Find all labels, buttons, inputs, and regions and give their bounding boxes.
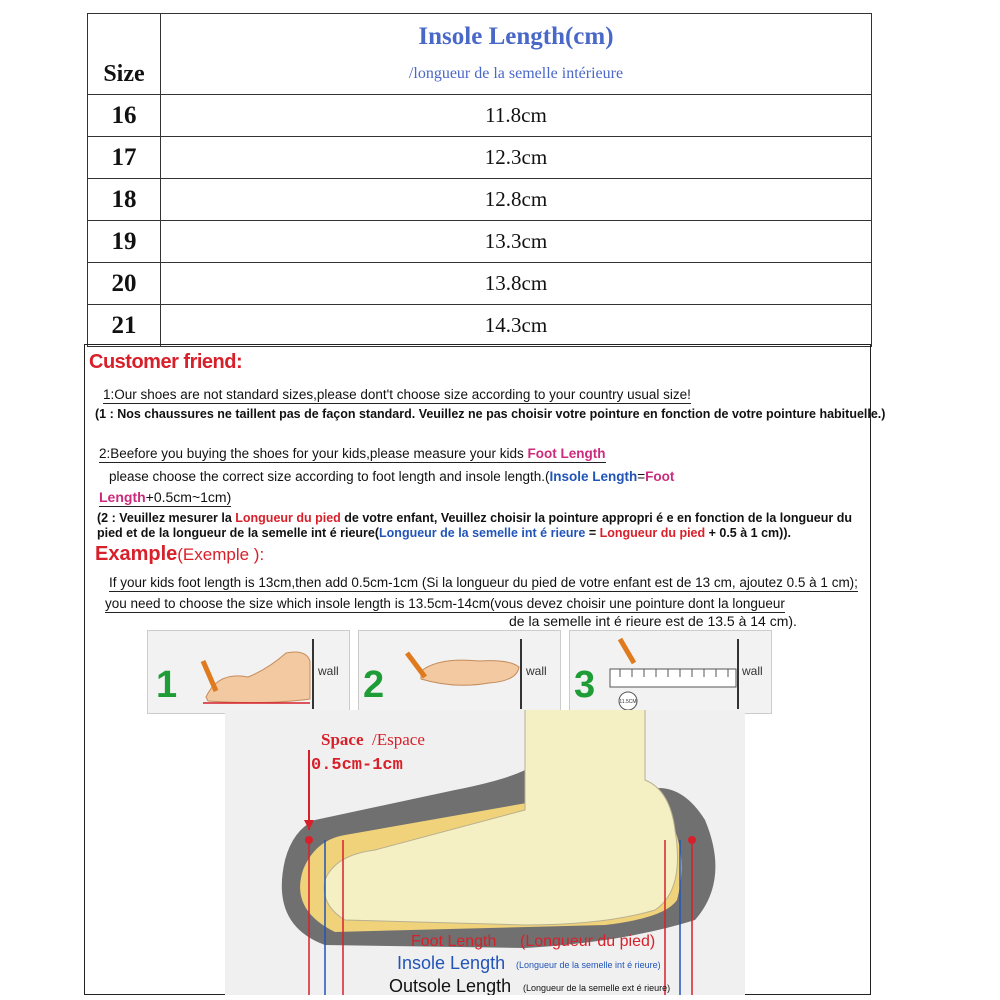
note-2-line-2 xyxy=(109,469,674,484)
ruler-icon xyxy=(610,669,736,687)
note-1-fr: (1 : Nos chaussures ne taillent pas de façon standard. Veuillez ne pas choisir votre pointure en fonction de votre pointure habituelle.) xyxy=(95,407,886,421)
fr-text: pied et de la longueur de la semelle int é rieure( xyxy=(97,526,380,540)
size-cell: 16 xyxy=(88,95,161,137)
fr-insole-length: Longueur de la semelle int é rieure xyxy=(379,526,586,540)
foot-length-fr-label: (Longueur du pied) xyxy=(520,933,656,950)
space-value: 0.5cm-1cm xyxy=(311,756,403,775)
customer-notes xyxy=(84,344,886,995)
step-number: 1 xyxy=(156,664,178,706)
step-3-illustration xyxy=(570,631,773,715)
insole-length-term: Insole Length xyxy=(549,469,638,484)
fr-foot-length: Longueur du pied xyxy=(235,511,341,525)
step-1-illustration xyxy=(148,631,351,715)
shoe-fit-diagram xyxy=(225,710,745,995)
size-table xyxy=(87,13,872,347)
step-2-panel xyxy=(358,630,561,714)
note-1: 1:Our shoes are not standard sizes,please dont't choose size according to your country usual size! xyxy=(103,387,691,402)
step-1-panel xyxy=(147,630,350,714)
pencil-icon xyxy=(203,661,216,691)
note-2-line-3 xyxy=(99,489,231,507)
wall-label: wall xyxy=(526,664,547,678)
pencil-icon xyxy=(407,653,425,677)
size-cell: 17 xyxy=(88,137,161,179)
length-cell: 11.8cm xyxy=(161,95,872,137)
foot-length-label: Foot Length xyxy=(411,933,497,950)
example-line-2 xyxy=(105,596,785,613)
foot-length-term: Foot Length xyxy=(527,446,606,461)
measure-tag-label: 11.5CM xyxy=(619,699,637,705)
insole-length-title: Insole Length(cm) xyxy=(418,23,614,50)
table-row xyxy=(88,221,872,263)
example-title-fr: (Exemple ): xyxy=(177,545,265,564)
espace-label: /Espace xyxy=(372,730,425,749)
fr-text: de votre enfant, Veuillez choisir la pointure appropri é e en fonction de la longueur du xyxy=(340,511,852,525)
wall-label: wall xyxy=(318,664,339,678)
length-cell: 12.3cm xyxy=(161,137,872,179)
insole-length-subtitle: /longueur de la semelle intérieure xyxy=(408,65,624,82)
equals-sign: = xyxy=(637,469,646,484)
example-text: you need to choose the size which insole length is 13.5cm-14cm xyxy=(105,596,490,611)
insole-length-fr-label: (Longueur de la semelle int é rieure) xyxy=(516,960,661,970)
step-2-illustration xyxy=(359,631,562,715)
example-text-fr: (vous devez choisir une pointure dont la longueur xyxy=(489,596,785,611)
step-number: 3 xyxy=(574,664,596,706)
plus-range: +0.5cm~1cm) xyxy=(145,489,232,505)
length-term: Length xyxy=(99,489,146,505)
note-2-text: 2:Beefore you buying the shoes for your kids,please measure your kids xyxy=(99,446,524,461)
size-column-header: Size xyxy=(88,14,161,95)
fr-text: = xyxy=(585,526,600,540)
note-2-fr-line-1 xyxy=(97,511,852,526)
foot-term: Foot xyxy=(645,469,675,484)
space-label: Space xyxy=(321,730,364,749)
insole-length-column-header xyxy=(161,14,872,95)
example-line-3: de la semelle int é rieure est de 13.5 à 14 cm). xyxy=(509,613,797,629)
size-cell: 18 xyxy=(88,179,161,221)
fr-text: (2 : Veuillez mesurer la xyxy=(97,511,236,525)
length-cell: 13.8cm xyxy=(161,263,872,305)
example-text: If your kids foot length is 13cm,then add 0.5cm-1cm xyxy=(109,575,419,590)
note-2-fr-line-2 xyxy=(97,526,852,541)
table-row xyxy=(88,95,872,137)
table-row xyxy=(88,305,872,347)
example-line-1 xyxy=(109,575,858,592)
note-2-line-1 xyxy=(99,446,606,463)
fr-foot-length: Longueur du pied xyxy=(599,526,706,540)
note-2-fr xyxy=(97,511,852,541)
example-text-fr: (Si la longueur du pied de votre enfant est de 13 cm, ajoutez 0.5 à 1 cm); xyxy=(421,575,858,590)
length-cell: 13.3cm xyxy=(161,221,872,263)
insole-length-label: Insole Length xyxy=(397,953,506,973)
table-row xyxy=(88,263,872,305)
example-title: Example xyxy=(95,543,178,565)
length-cell: 14.3cm xyxy=(161,305,872,347)
foot-icon xyxy=(206,652,310,703)
foot-icon xyxy=(421,660,519,685)
fr-text: + 0.5 à 1 cm)). xyxy=(705,526,791,540)
wall-label: wall xyxy=(742,664,763,678)
example-heading xyxy=(95,543,264,566)
table-header-row xyxy=(88,14,872,95)
notes-title: Customer friend: xyxy=(89,351,243,373)
size-cell: 20 xyxy=(88,263,161,305)
size-cell: 21 xyxy=(88,305,161,347)
step-3-panel xyxy=(569,630,772,714)
outsole-length-fr-label: (Longueur de la semelle ext é rieure) xyxy=(523,983,671,993)
size-cell: 19 xyxy=(88,221,161,263)
step-number: 2 xyxy=(363,664,385,706)
measuring-steps xyxy=(147,630,772,714)
length-cell: 12.8cm xyxy=(161,179,872,221)
note-2-text-b: please choose the correct size according to foot length and insole length.( xyxy=(109,469,550,484)
pencil-icon xyxy=(620,639,634,663)
table-row xyxy=(88,137,872,179)
outsole-length-label: Outsole Length xyxy=(389,976,512,995)
table-row xyxy=(88,179,872,221)
